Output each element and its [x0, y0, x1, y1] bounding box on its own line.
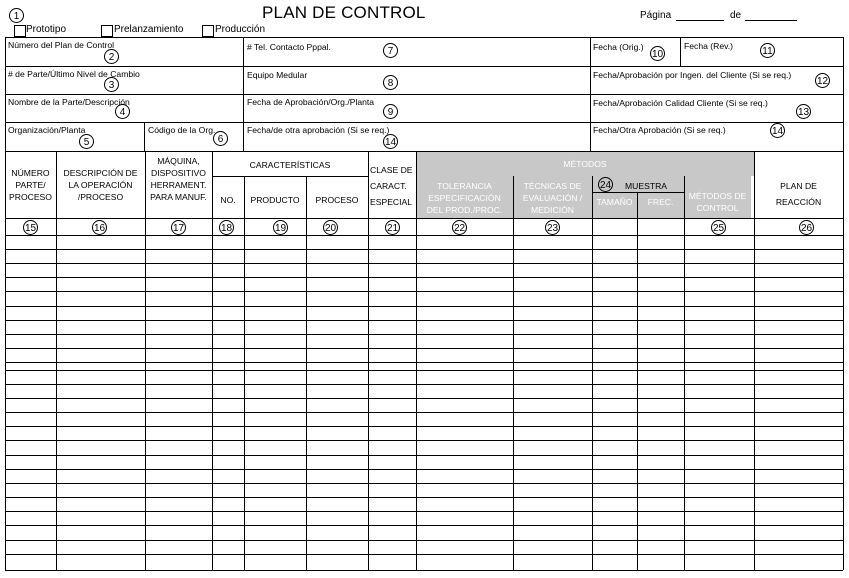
- page-of-label: de: [730, 10, 742, 21]
- table-row: [5, 398, 843, 399]
- table-row: [5, 426, 843, 427]
- col-tolerance: TOLERANCIA ESPECIFICACIÓN DEL PROD./PROC.: [426, 181, 503, 215]
- marker-16: 16: [92, 220, 107, 235]
- table-row: [5, 306, 843, 307]
- marker-10: 10: [650, 46, 665, 61]
- table-row: [5, 235, 843, 236]
- prelaunch-label: Prelanzamiento: [114, 24, 184, 35]
- col-control-methods: MÉTODOS DE CONTROL: [688, 191, 747, 213]
- table-row: [5, 412, 843, 413]
- table-row: [5, 384, 843, 385]
- core-team-field[interactable]: Equipo Medular: [247, 70, 308, 80]
- table-row: [5, 291, 843, 292]
- col-part-process: NÚMERO PARTE/ PROCESO: [9, 168, 52, 202]
- col-machine: MÁQUINA, DISPOSITIVO HERRAMENT. PARA MANUF.: [150, 156, 207, 202]
- page-number-field[interactable]: [676, 20, 724, 21]
- table-row: [5, 249, 843, 250]
- marker-24: 24: [598, 177, 613, 192]
- marker-1: 1: [9, 8, 24, 23]
- marker-5: 5: [79, 134, 94, 149]
- marker-26: 26: [799, 220, 814, 235]
- marker-22: 22: [452, 220, 467, 235]
- date-rev-field[interactable]: Fecha (Rev.): [684, 41, 734, 51]
- marker-20: 20: [323, 220, 338, 235]
- col-sample: MUESTRA: [624, 181, 668, 191]
- marker-12: 12: [815, 73, 830, 88]
- marker-25: 25: [711, 220, 726, 235]
- col-characteristics: CARACTERÍSTICAS: [249, 160, 331, 170]
- prototype-label: Prototipo: [26, 24, 67, 35]
- page-title: PLAN DE CONTROL: [262, 3, 426, 22]
- table-row: [5, 440, 843, 441]
- col-methods: MÉTODOS: [563, 159, 607, 169]
- contact-phone-field[interactable]: # Tel. Contacto Pppal.: [247, 42, 331, 52]
- marker-23: 23: [545, 220, 560, 235]
- col-evaluation-technique: TÉCNICAS DE EVALUACIÓN / MEDICIÓN: [522, 181, 583, 215]
- col-sample-size: TAMAÑO: [596, 197, 633, 207]
- marker-21: 21: [385, 220, 400, 235]
- table-row: [5, 370, 843, 371]
- part-number-field[interactable]: # de Parte/Último Nivel de Cambio: [8, 69, 140, 79]
- eng-approval-field[interactable]: Fecha/Aprobación por Ingen. del Cliente (Si se req.): [593, 70, 792, 80]
- org-code-field[interactable]: Código de la Org.: [148, 125, 216, 135]
- marker-19: 19: [273, 220, 288, 235]
- table-row: [5, 525, 843, 526]
- table-row: [5, 263, 843, 264]
- col-no: NO.: [220, 195, 236, 205]
- other-approval-field[interactable]: Fecha/Otra Aprobación (Si se req.): [593, 125, 726, 135]
- approval-date-org-field[interactable]: Fecha de Aprobación/Org./Planta: [247, 97, 375, 107]
- table-row: [5, 540, 843, 541]
- marker-8: 8: [383, 75, 398, 90]
- part-name-field[interactable]: Nombre de la Parte/Descripción: [8, 97, 130, 107]
- marker-13: 13: [796, 104, 811, 119]
- col-process: PROCESO: [315, 195, 359, 205]
- page-label: Página: [640, 10, 672, 21]
- marker-3: 3: [104, 77, 119, 92]
- table-row: [5, 469, 843, 470]
- col-sample-freq: FREC.: [647, 197, 674, 207]
- table-row: [5, 348, 843, 349]
- production-label: Producción: [215, 24, 266, 35]
- prototype-checkbox[interactable]: [14, 25, 26, 37]
- marker-15: 15: [23, 220, 38, 235]
- table-row: [5, 334, 843, 335]
- other-approval-date-field[interactable]: Fecha/de otra aprobación (Si se req.): [247, 125, 390, 135]
- table-row: [5, 320, 843, 321]
- marker-2: 2: [104, 49, 119, 64]
- col-product: PRODUCTO: [250, 195, 300, 205]
- prelaunch-checkbox[interactable]: [101, 25, 113, 37]
- table-row: [5, 511, 843, 512]
- page-total-field[interactable]: [745, 20, 797, 21]
- table-row: [5, 554, 843, 555]
- marker-14a: 14: [383, 134, 398, 149]
- marker-18: 18: [219, 220, 234, 235]
- marker-14b: 14: [770, 123, 785, 138]
- quality-approval-field[interactable]: Fecha/Aprobación Calidad Cliente (Si se req.): [593, 98, 768, 108]
- col-operation-desc: DESCRIPCIÓN DE LA OPERACIÓN /PROCESO: [63, 168, 138, 202]
- table-row: [5, 483, 843, 484]
- organization-field[interactable]: Organización/Planta: [8, 125, 86, 135]
- col-reaction-plan: PLAN DE REACCIÓN: [775, 181, 822, 207]
- marker-4: 4: [115, 104, 130, 119]
- table-row: [5, 277, 843, 278]
- marker-11: 11: [760, 43, 775, 58]
- marker-9: 9: [383, 104, 398, 119]
- marker-7: 7: [383, 43, 398, 58]
- production-checkbox[interactable]: [202, 25, 214, 37]
- date-orig-field[interactable]: Fecha (Orig.): [593, 42, 644, 52]
- marker-6: 6: [213, 131, 228, 146]
- table-row: [5, 570, 843, 571]
- table-row: [5, 362, 843, 363]
- marker-17: 17: [171, 220, 186, 235]
- plan-number-field[interactable]: Número del Plan de Control: [8, 40, 115, 50]
- table-row: [5, 497, 843, 498]
- col-special-class: CLASE DE CARACT. ESPECIAL: [370, 165, 413, 207]
- table-row: [5, 455, 843, 456]
